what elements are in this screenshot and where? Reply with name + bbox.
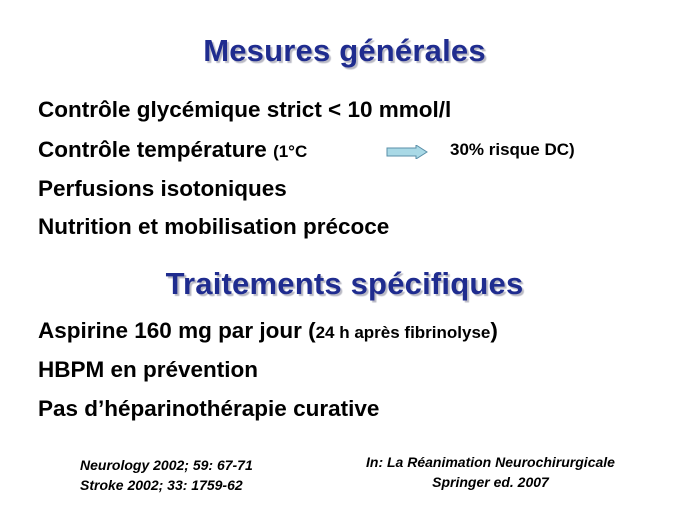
references-right	[366, 452, 615, 492]
references-left	[80, 455, 253, 495]
aspirin-detail: 24 h après fibrinolyse	[315, 323, 491, 342]
reference-stroke: Stroke 2002; 33: 1759-62	[80, 477, 243, 493]
bullet-glycemic-control: Contrôle glycémique strict < 10 mmol/l	[38, 97, 452, 122]
aspirin-main: Aspirine 160 mg par jour (	[38, 318, 316, 343]
bullet-isotonic-infusions: Perfusions isotoniques	[38, 176, 287, 201]
reference-publisher: Springer ed. 2007	[432, 474, 549, 490]
bullet-temperature-control	[38, 135, 307, 167]
reference-book: In: La Réanimation Neurochirurgicale	[366, 454, 615, 470]
temperature-label: Contrôle température	[38, 137, 267, 162]
aspirin-close: )	[490, 318, 498, 343]
bullet-aspirin	[38, 316, 498, 348]
reference-neurology: Neurology 2002; 59: 67-71	[80, 457, 253, 473]
section-title-general-measures: Mesures générales	[203, 33, 486, 68]
temperature-note-open: (1°C	[273, 142, 308, 161]
temperature-note-result: 30% risque DC)	[450, 140, 575, 159]
section-title-specific-treatments: Traitements spécifiques	[165, 266, 524, 301]
bullet-no-curative-heparin: Pas d’héparinothérapie curative	[38, 396, 380, 421]
bullet-lmwh-prevention: HBPM en prévention	[38, 357, 259, 382]
bullet-nutrition-mobilisation: Nutrition et mobilisation précoce	[38, 214, 390, 239]
right-arrow-icon	[386, 145, 428, 159]
